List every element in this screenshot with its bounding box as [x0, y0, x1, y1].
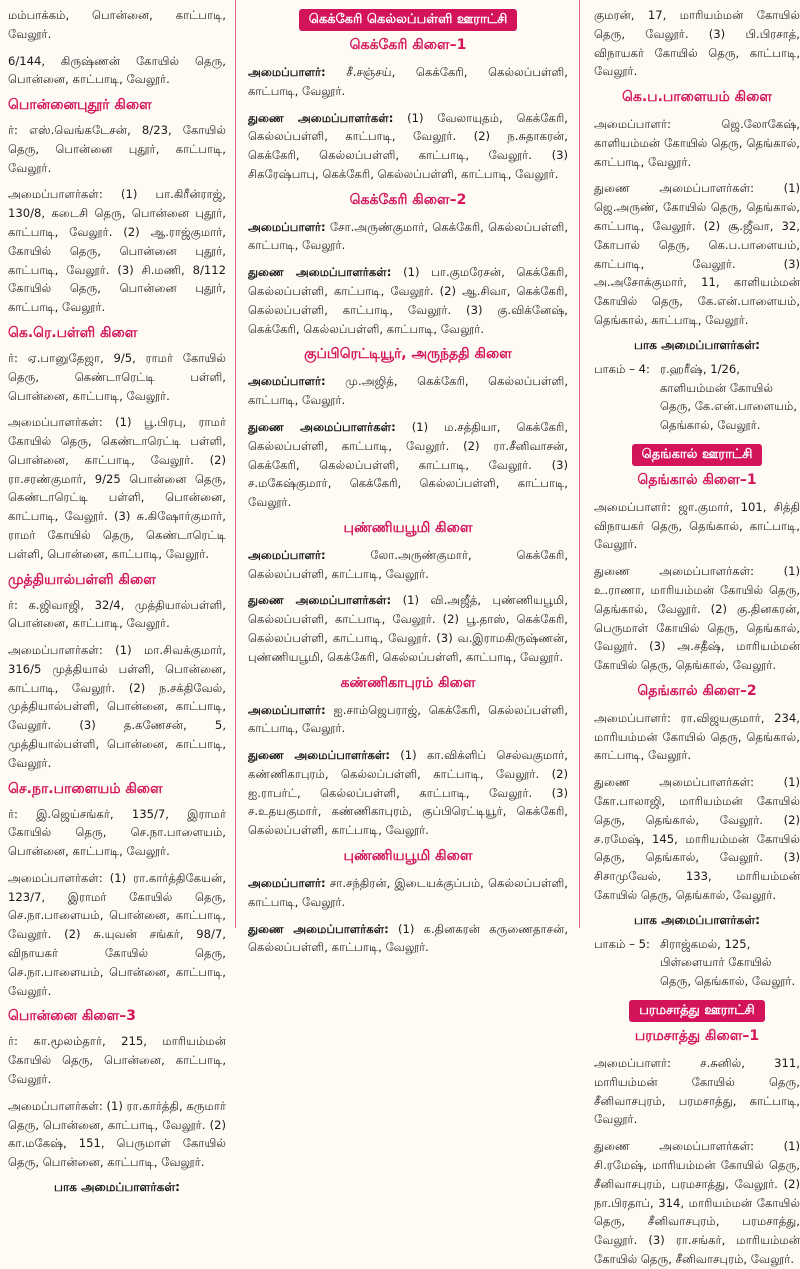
right-part-organizers-heading: பாக அமைப்பாளர்கள்: — [634, 912, 760, 927]
right-heading-thengal-2: தெங்கால் கிளை–2 — [637, 682, 757, 699]
right-deputies: துணை அமைப்பாளர்கள்: (1) கோ.பாலாஜி, மாரியம்மன் கோயில் தெரு, தெங்கால், வேலூர். (2) ச.ரமேஷ், 145, மாரியம்மன் கோயில் தெரு, தெங்கால், வேலூர். (3) சிசாமுவேல், 133, மாரியம்மன் கோயில் தெரு, தெங்கால், வேலூர். — [594, 775, 800, 902]
branch-section — [248, 520, 568, 667]
part-number: பாகம் – 4 — [594, 361, 646, 376]
part-number: பாகம் – 5 — [594, 936, 646, 951]
left-deputies: அமைப்பாளர்கள்: (1) மா.சிவக்குமார், 316/5 முத்தியால் பள்ளி, பொன்னை, காட்பாடி, வேலூர். (2) ந.சக்திவேல், முத்தியால்பள்ளி, பொன்னை, காட்பாடி, வேலூர். (3) த.கணேசன், 5, முத்தியால்பள்ளி, பொன்னை, காட்பாடி, வேலூர். — [8, 643, 226, 770]
organizer-label: அமைப்பாளர்: — [248, 702, 326, 717]
organizer-text: சோ.அருண்குமார், கெக்கேரி, கெல்லப்பள்ளி, காட்பாடி, வேலூர். — [248, 219, 569, 253]
left-top-line-1: மம்பாக்கம், பொன்னை, காட்பாடி, வேலூர். — [8, 8, 226, 41]
branch-list — [248, 37, 568, 957]
left-column — [0, 0, 232, 1194]
left-organizer: ர்: க.ஜிவாஜி, 32/4, முத்தியால்பள்ளி, பொன்னை, காட்பாடி, வேலூர். — [8, 597, 226, 631]
deputy-label: துணை அமைப்பாளர்கள்: — [248, 110, 394, 125]
organizer-entry — [248, 372, 568, 410]
branch-section — [248, 37, 568, 184]
left-heading-muthiyalpalli: முத்தியால்பள்ளி கிளை — [8, 571, 156, 588]
organizer-label: அமைப்பாளர்: — [248, 65, 326, 79]
panchayat-banner: தெங்கால் ஊராட்சி — [632, 444, 763, 466]
left-organizer: ர்: கா.மூலம்தார், 215, மாரியம்மன் கோயில் தெரு, பொன்னை, காட்பாடி, வேலூர். — [8, 1034, 226, 1086]
part-organizer: சிராஜ்கமல், 125, பிள்ளையார் கோயில் தெரு, தெங்கால், வேலூர். — [660, 936, 796, 989]
organizer-label: அமைப்பாளர்: — [248, 547, 326, 562]
left-deputies: அமைப்பாளர்கள்: (1) பா.கிரீன்ராஜ், 130/8, கடைசி தெரு, பொன்னை புதூர், காட்பாடி, வேலூர். (2) ஆ.ராஜ்குமார், கோயில் தெரு, பொன்னை புதூர், காட்பாடி, வேலூர். (3) சி.மணி, 8/112 கோயில் தெரு, பொன்னை புதூர், காட்பாடி, வேலூர். — [8, 187, 226, 315]
right-deputies: துணை அமைப்பாளர்கள்: (1) உ.ராணா, மாரியம்மன் கோயில் தெரு, தெங்கால், வேலூர். (2) கு.தினகரன், பெருமாள் கோயில் தெரு, தெங்கால், வேலூர். (3) அ.சதீஷ், மாரியம்மன் கோயில் தெரு, தெங்கால், வேலூர். — [594, 564, 800, 673]
right-heading-paramasathu-1: பரமசாத்து கிளை–1 — [634, 1028, 760, 1045]
organizer-entry — [248, 874, 568, 912]
right-organizer: அமைப்பாளர்: ஜெ.லோகேஷ், காளியம்மன் கோயில் தெரு, தெங்கால், காட்பாடி, வேலூர். — [594, 117, 800, 169]
left-deputies: அமைப்பாளர்கள்: (1) ரா.கார்த்திகேயன், 123/7, இராமர் கோயில் தெரு, செ.நா.பாளையம், பொன்னை, காட்பாடி, வேலூர். (2) சு.யுவன் சங்கர், 98/7, விநாயகர் கோயில் தெரு, செ.நா.பாளையம், பொன்னை, காட்பாடி, வேலூர். — [8, 870, 226, 998]
deputy-entry — [248, 263, 568, 338]
deputy-text: (1) வி.அஜீத், புண்ணியபூமி, கெல்லப்பள்ளி, காட்பாடி, வேலூர். (2) பூ.தாஸ், கெக்கேரி, கெல்லப்பள்ளி, காட்பாடி, வேலூர். (3) வ.இராமகிருஷ்ணன், புண்ணியபூமி, கெக்கேரி, கெல்லப்பள்ளி, காட்பாடி, வேலூர். — [248, 593, 569, 664]
branch-heading: புண்ணியபூமி கிளை — [343, 519, 473, 536]
organizer-text: மு.அஜித், கெக்கேரி, கெல்லப்பள்ளி, காட்பாடி, வேலூர். — [248, 374, 568, 408]
deputy-text: (1) ம.சத்தியா, கெக்கேரி, கெல்லப்பள்ளி, காட்பாடி, வேலூர். (2) ரா.சீனிவாசன், கெக்கேரி, கெல்லப்பள்ளி, காட்பாடி, வேலூர். (3) ச.மகேஷ்குமார், கெக்கேரி, கெல்லப்பள்ளி, காட்பாடி, வேலூர். — [248, 419, 569, 510]
left-organizer: ர்: ஏ.பானுதேஜா, 9/5, ராமர் கோயில் தெரு, கெண்டாரெட்டி பள்ளி, பொன்னை, காட்பாடி, வேலூர். — [8, 350, 226, 403]
deputy-entry — [248, 746, 568, 840]
part-row — [594, 935, 800, 991]
branch-heading: புண்ணியபூமி கிளை — [343, 848, 473, 864]
organizer-text: லோ.அருண்குமார், கெக்கேரி, கெல்லப்பள்ளி, காட்பாடி, வேலூர். — [248, 547, 568, 581]
panchayat-banner: பரமசாத்து ஊராட்சி — [629, 1000, 765, 1022]
branch-heading: கண்ணிகாபுரம் கிளை — [340, 674, 476, 691]
organizer-label: அமைப்பாளர்: — [248, 876, 326, 890]
right-top-text: குமரன், 17, மாரியம்மன் கோயில் தெரு, வேலூர். (3) பி.பிரசாத், விநாயகர் கோயில் தெரு, காட்பாடி, வேலூர். — [594, 8, 800, 79]
branch-heading: கெக்கேரி கிளை–2 — [349, 191, 467, 208]
left-heading-kerepalli: கெ.ரெ.பள்ளி கிளை — [8, 324, 138, 341]
right-deputies: துணை அமைப்பாளர்கள்: (1) ஜெ.அருண், கோயில் தெரு, தெங்கால், காட்பாடி, வேலூர். (2) சூ.ஜீவா, 32, கோபால் தெரு, கெ.ப.பாளையம், காட்பாடி, வேலூர். (3) அ.அசோக்குமார், 11, காளியம்மன் கோயில் தெரு, கே.என்.பாளையம், தெங்கால், காட்பாடி, வேலூர். — [594, 181, 800, 327]
right-heading-kepapalayam: கெ.ப.பாளையம் கிளை — [621, 89, 772, 106]
organizer-text: ஐ.சாம்ஜெபராஜ், கெக்கேரி, கெல்லப்பள்ளி, காட்பாடி, வேலூர். — [248, 702, 568, 736]
organizer-text: சீ.சஞ்சய், கெக்கேரி, கெல்லப்பள்ளி, காட்பாடி, வேலூர். — [248, 65, 568, 98]
deputy-entry — [248, 418, 568, 512]
left-heading-senapalayam: செ.நா.பாளையம் கிளை — [8, 780, 163, 797]
left-heading-ponnai-3: பொன்னை கிளை–3 — [8, 1008, 136, 1025]
left-organizer: ர்: எஸ்.வெங்கடேசன், 8/23, கோயில் தெரு, பொன்னை புதூர், காட்பாடி, வேலூர். — [8, 123, 226, 175]
left-organizer: ர்: இ.ஜெய்சங்கர், 135/7, இராமர் கோயில் தெரு, செ.நா.பாளையம், பொன்னை, காட்பாடி, வேலூர். — [8, 806, 226, 859]
right-organizer: அமைப்பாளர்: ரா.விஜயகுமார், 234, மாரியம்மன் கோயில் தெரு, தெங்கால், காட்பாடி, வேலூர். — [594, 710, 800, 763]
middle-column — [240, 0, 576, 955]
branch-heading: கெக்கேரி கிளை–1 — [349, 37, 467, 53]
right-deputies: துணை அமைப்பாளர்கள்: (1) சி.ரமேஷ், மாரியம்மன் கோயில் தெரு, சீனிவாசபுரம், பரமசாத்து, வேலூர். (2) நா.பிரதாப், 314, மாரியம்மன் கோயில் தெரு, சீனிவாசபுரம், பரமசாத்து, வேலூர். (3) ரா.சங்கர், மாரியம்மன் கோயில் தெரு, சீனிவாசபுரம், வேலூர். — [594, 1139, 800, 1266]
deputy-label: துணை அமைப்பாளர்கள்: — [248, 748, 390, 763]
deputy-label: துணை அமைப்பாளர்கள்: — [248, 593, 392, 608]
right-column — [584, 0, 800, 1266]
organizer-label: அமைப்பாளர்: — [248, 219, 326, 234]
organizer-label: அமைப்பாளர்: — [248, 374, 326, 389]
deputy-text: (1) கா.விக்ளிப் செல்வகுமார், கண்ணிகாபுரம், கெல்லப்பள்ளி, காட்பாடி, வேலூர். (2) ஐ.ராபர்ட், கெல்லப்பள்ளி, காட்பாடி, வேலூர். (3) ச.உதயகுமார், கண்ணிகாபுரம், குப்பிரெட்டியூர், கெக்கேரி, கெல்லப்பள்ளி, காட்பாடி, வேலூர். — [248, 748, 568, 838]
branch-section — [248, 346, 568, 511]
organizer-entry — [248, 546, 568, 584]
deputy-label: துணை அமைப்பாளர்கள்: — [248, 419, 396, 434]
branch-section — [248, 675, 568, 840]
right-heading-thengal-1: தெங்கால் கிளை–1 — [637, 471, 757, 488]
deputy-label: துணை அமைப்பாளர்கள்: — [248, 265, 392, 280]
colon: : — [646, 936, 650, 951]
organizer-entry — [248, 218, 568, 256]
part-row — [594, 360, 800, 435]
deputy-text: (1) க.தினகரன் கருணைதாசன், கெல்லப்பள்ளி, காட்பாடி, வேலூர். — [248, 921, 569, 955]
deputy-entry — [248, 591, 568, 666]
deputy-label: துணை அமைப்பாளர்கள்: — [248, 921, 389, 936]
colon: : — [646, 361, 650, 376]
panchayat-banner: கெக்கேரி கெல்லப்பள்ளி ஊராட்சி — [299, 9, 518, 31]
left-part-organizers-heading: பாக அமைப்பாளர்கள்: — [54, 1179, 180, 1194]
branch-section — [248, 848, 568, 957]
organizer-text: சா.சந்திரன், இடையக்குப்பம், கெல்லப்பள்ளி, காட்பாடி, வேலூர். — [248, 876, 568, 909]
column-divider — [579, 0, 580, 928]
deputy-text: (1) வேலாயுதம், கெக்கேரி, கெல்லப்பள்ளி, காட்பாடி, வேலூர். (2) ந.சுதாகரன், கெக்கேரி, கெல்லப்பள்ளி, காட்பாடி, வேலூர். (3) சிகரேஷ்பாபு, கெக்கேரி, கெல்லப்பள்ளி, காட்பாடி, வேலூர். — [248, 110, 568, 181]
branch-section — [248, 192, 568, 339]
right-organizer: அமைப்பாளர்: ச.சுனில், 311, மாரியம்மன் கோயில் தெரு, சீனிவாசபுரம், பரமசாத்து, காட்பாடி, வேலூர். — [594, 1056, 800, 1127]
right-organizer: அமைப்பாளர்: ஜா.குமார், 101, சித்தி விநாயகர் தெரு, தெங்கால், காட்பாடி, வேலூர். — [594, 499, 800, 552]
left-deputies: அமைப்பாளர்கள்: (1) ரா.கார்த்தி, கருமார் தெரு, பொன்னை, காட்பாடி, வேலூர். (2) கா.மகேஷ், 151, பெருமாள் கோயில் தெரு, பொன்னை, காட்பாடி, வேலூர். — [8, 1098, 226, 1170]
left-top-line-2: 6/144, கிருஷ்ணன் கோயில் தெரு, பொன்னை, காட்பாடி, வேலூர். — [8, 53, 226, 87]
column-divider — [235, 0, 236, 928]
deputy-text: (1) பா.குமரேசன், கெக்கேரி, கெல்லப்பள்ளி, காட்பாடி, வேலூர். (2) ஆ.சிவா, கெக்கேரி, கெல்லப்பள்ளி, காட்பாடி, வேலூர். (3) கு.விக்னேஷ், கெக்கேரி, கெல்லப்பள்ளி, காட்பாடி, வேலூர். — [248, 265, 569, 336]
part-organizer: ர.ஹரீஷ், 1/26, காளியம்மன் கோயில் தெரு, கே.என்.பாளையம், தெங்கால், வேலூர். — [660, 361, 798, 433]
organizer-entry — [248, 63, 568, 101]
right-part-organizers-heading: பாக அமைப்பாளர்கள்: — [634, 337, 760, 352]
deputy-entry — [248, 109, 568, 184]
branch-heading: குப்பிரெட்டியூர், அருந்ததி கிளை — [304, 346, 512, 363]
deputy-entry — [248, 920, 568, 958]
left-deputies: அமைப்பாளர்கள்: (1) பூ.பிரபு, ராமர் கோயில் தெரு, கெண்டாரெட்டி பள்ளி, பொன்னை, காட்பாடி, வேலூர். (2) ரா.சரண்குமார், 9/25 பொன்னை தெரு, கெண்டாரெட்டி பள்ளி, பொன்னை, காட்பாடி, வேலூர். (3) சு.கிஷோர்குமார், ராமர் கோயில் தெரு, கெண்டாரெட்டி பள்ளி, பொன்னை, காட்பாடி, வேலூர். — [8, 415, 226, 561]
left-heading-ponnaipudur: பொன்னைபுதூர் கிளை — [8, 97, 152, 114]
organizer-entry — [248, 701, 568, 739]
